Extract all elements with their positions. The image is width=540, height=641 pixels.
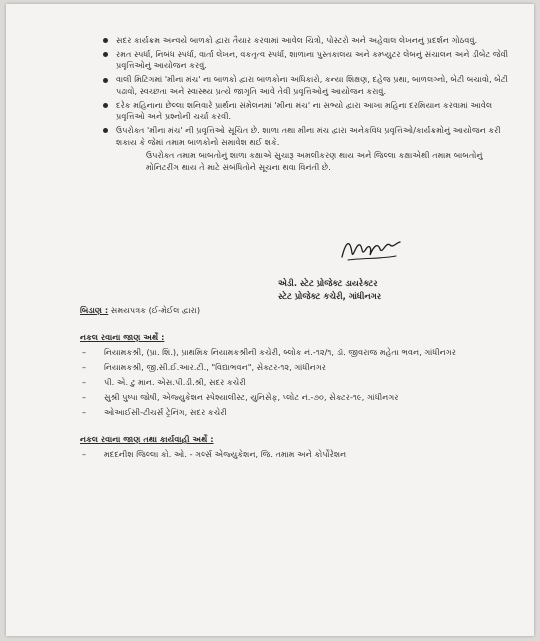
signature-block xyxy=(278,277,518,303)
bullet-item: સદર કાર્યક્રમ અન્વયે બાળકો દ્વારા તૈયાર કરવામાં આવેલ ચિત્રો, પોસ્ટરો અને અહેવાલ લેખનનું પ્રદર્શન ગોઠવવું. xyxy=(102,35,512,47)
list-item: – પી. એ. ટુ માન. એસ.પી.ડી.શ્રી, સદર કચેરી xyxy=(80,376,520,389)
signatory-designation: એડી. સ્ટેટ પ્રોજેક્ટ ડાયરેક્ટર xyxy=(278,278,378,288)
list-item: – મદદનીશ જિલ્લા કો. ઓ. - ગર્લ્સ એજ્યુકેશન, જિ. તમામ અને કોર્પોરેશન xyxy=(80,448,520,461)
enclosure-line xyxy=(80,304,520,317)
signatory-office: સ્ટેટ પ્રોજેક્ટ કચેરી, ગાંધીનગર xyxy=(278,291,382,301)
handwritten-signature xyxy=(336,233,406,267)
bullet-item: વાલી મિટિંગમાં 'મીના મંચ' ના બાળકો દ્વારા બાળકોના અધિકારો, કન્યા શિક્ષણ, દહેજ પ્રથા, બાળલગ્નો, બેટી બચાવો, બેટી પઢાવો, સ્વચ્છતા અને સ્વાસ્થ્ય પ્રત્યે જાગૃતિ આવે તેવી પ્રવૃત્તિઓનું આયોજન કરાવું. xyxy=(102,74,512,97)
copy-action-list xyxy=(80,448,520,461)
list-item: – સુશ્રી પુષ્પા જોષી, એજ્યુકેશન સ્પેશ્યાલીસ્ટ, યુનિસેફ, પ્લોટ નં.-૭૦, સેક્ટર-૧૯, ગાંધીનગર xyxy=(80,391,520,404)
copy-to-list xyxy=(80,346,520,419)
enclosure-value: સમયપત્રક (ઈ-મેઈલ દ્વારા) xyxy=(108,305,201,315)
enclosure-label: બિડાણ : xyxy=(80,305,109,315)
closing-paragraph: ઉપરોક્ત તમામ બાબતોનું શાળા કક્ષાએ સુચારૂ અમલીકરણ થાય અને જિલ્લા કક્ષાએથી તમામ બાબતોનું મોનિટરીંગ થાય તે માટે સંબંધિતોને સૂચના થવા વિનંતી છે. xyxy=(146,150,483,172)
list-item: – નિયામકશ્રી, (પ્રા. શિ.), પ્રાથમિક નિયામકશ્રીની કચેરી, બ્લોક નં.-૧૨/૧, ડૉ. જીવરાજ મહેતા ભવન, ગાંધીનગર xyxy=(80,346,520,359)
list-item: – ઓઆઈસી-ટીચર્સ ટ્રેનિંગ, સદર કચેરી xyxy=(80,406,520,419)
bullet-item: ઉપરોક્ત 'મીના મંચ' ની પ્રવૃત્તિઓ સૂચિત છે. શાળા તથા મીના મંચ દ્વારા અનેકવિધ પ્રવૃત્તિઓ/કાર્યક્રમોનું આયોજન કરી શકાય કે જેમાં તમામ બાળકોનો સમાવેશ થઈ શકે. xyxy=(102,125,512,148)
letter-body xyxy=(102,35,512,173)
bullet-item: રમત સ્પર્ધા, નિબંધ સ્પર્ધા, વાર્તા લેખન, વકતૃત્વ સ્પર્ધા, શાળાના પુસ્તકાલય અને કમ્પ્યુટર લેબનું સંચાલન અને ડીબેટ જેવી પ્રવૃત્તિઓનું આયોજન કરવું. xyxy=(102,49,512,72)
activity-bullet-list xyxy=(102,35,512,148)
distribution-section xyxy=(80,304,520,463)
document-page xyxy=(6,4,534,636)
copy-action-heading: નકલ રવાના જાણ તથા કાર્યવાહી અર્થે : xyxy=(80,434,214,444)
list-item: – નિયામકશ્રી, જી.સી.ઈ.આર.ટી., "વિદ્યાભવન", સેક્ટર-૧૨, ગાંધીનગર xyxy=(80,361,520,374)
copy-to-heading: નકલ રવાના જાણ અર્થે : xyxy=(80,332,165,342)
bullet-item: દરેક મહિનાના છેલ્લા શનિવારે પ્રાર્થના સંમેલનમાં 'મીના મંચ' ના સભ્યો દ્વારા આખા મહિના દરમિયાન કરવામાં આવેલ પ્રવૃત્તિઓ અને પ્રશ્નોની ચર્ચા કરવી. xyxy=(102,100,512,123)
